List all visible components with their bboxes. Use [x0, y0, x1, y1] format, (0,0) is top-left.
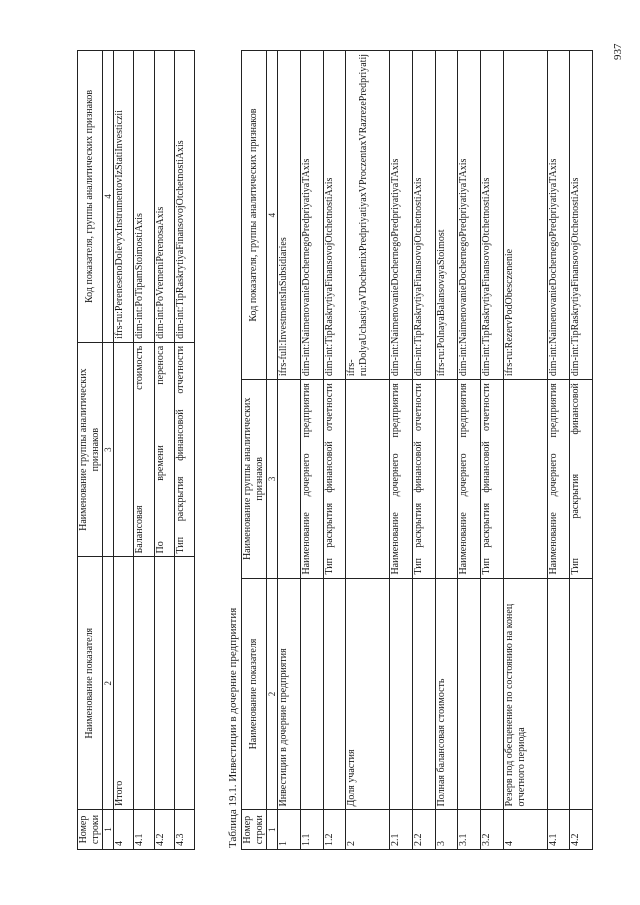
indicator-name-cell	[412, 578, 435, 810]
code-cell: ifrs-full:InvestmentsInSubsidiaries	[278, 51, 301, 380]
table-row	[458, 51, 481, 850]
code-cell: dim-int:TipRaskrytiyaFinansovojOtchetnostiAxis	[481, 51, 504, 380]
group-name-cell	[346, 380, 390, 578]
table-row	[390, 51, 413, 850]
code-cell: ifrs-ru:DolyaUchastiyaVDochernixPredpriyatiyaxVProczentaxVRazrezePredpriyatij	[346, 51, 390, 380]
row-number-cell: 3.2	[481, 810, 504, 850]
group-name-cell	[435, 380, 458, 578]
table-row	[503, 51, 547, 850]
table-row	[323, 51, 346, 850]
code-cell: dim-int:NaimenovanieDochernegoPredpriyatiyaTAxis	[547, 51, 570, 380]
table-investments-subsidiaries	[241, 50, 593, 850]
row-number-cell: 4.2	[570, 810, 593, 850]
table-row	[481, 51, 504, 850]
table-row	[547, 51, 570, 850]
row-number-cell: 1	[278, 810, 301, 850]
row-number-cell: 3	[435, 810, 458, 850]
column-number-row	[267, 51, 278, 850]
table-row	[154, 51, 174, 850]
column-number: 1	[103, 810, 114, 850]
table-row	[346, 51, 390, 850]
group-name-cell	[114, 342, 134, 557]
code-cell: dim-int:NaimenovanieDochernegoPredpriyatiyaTAxis	[300, 51, 323, 380]
table-body	[278, 51, 593, 850]
row-number-cell: 1.1	[300, 810, 323, 850]
indicator-name-cell: Резерв под обесценение по состоянию на конец отчетного периода	[503, 578, 547, 810]
group-name-cell: Наименование дочернего предприятия	[300, 380, 323, 578]
row-number-cell: 4.1	[134, 810, 154, 850]
row-number-cell: 4.1	[547, 810, 570, 850]
column-number: 4	[103, 51, 114, 343]
group-name-cell: Тип раскрытия финансовой отчетности	[323, 380, 346, 578]
row-number-cell: 2.2	[412, 810, 435, 850]
header-row-number: Номер строки	[242, 810, 267, 850]
table-row	[570, 51, 593, 850]
table-row	[435, 51, 458, 850]
row-number-cell: 3.1	[458, 810, 481, 850]
code-cell: dim-int:NaimenovanieDochernegoPredpriyatiyaTAxis	[458, 51, 481, 380]
indicator-name-cell	[154, 557, 174, 810]
header-group-name: Наименование группы аналитических признаков	[78, 342, 103, 557]
group-name-cell: Наименование дочернего предприятия	[390, 380, 413, 578]
row-number-cell: 4.2	[154, 810, 174, 850]
indicator-name-cell	[174, 557, 194, 810]
group-name-cell: Наименование дочернего предприятия	[547, 380, 570, 578]
table-caption: Таблица 19.1. Инвестиции в дочерние предприятия	[227, 607, 239, 848]
indicator-name-cell: Полная балансовая стоимость	[435, 578, 458, 810]
header-code: Код показателя, группы аналитических признаков	[242, 51, 267, 380]
group-name-cell: Балансовая стоимость	[134, 342, 154, 557]
group-name-cell: По времени переноса	[154, 342, 174, 557]
row-number-cell: 4	[503, 810, 547, 850]
row-number-cell: 1.2	[323, 810, 346, 850]
table-transferred-instruments	[77, 50, 195, 850]
table-header-row	[242, 51, 267, 850]
indicator-name-cell: Доля участия	[346, 578, 390, 810]
group-name-cell: Тип раскрытия финансовой отчетности	[412, 380, 435, 578]
group-name-cell	[503, 380, 547, 578]
table-row	[174, 51, 194, 850]
column-number: 2	[267, 578, 278, 810]
column-number: 3	[103, 342, 114, 557]
indicator-name-cell	[134, 557, 154, 810]
row-number-cell: 4.3	[174, 810, 194, 850]
table-header-row	[78, 51, 103, 850]
code-cell: ifrs-ru:PolnayaBalansovayaStoimost	[435, 51, 458, 380]
code-cell: dim-int:TipRaskrytiyaFinansovojOtchetnostiAxis	[323, 51, 346, 380]
indicator-name-cell: Итого	[114, 557, 134, 810]
table-row	[412, 51, 435, 850]
column-number: 2	[103, 557, 114, 810]
group-name-cell: Тип раскрытия финансовой	[570, 380, 593, 578]
code-cell: dim-int:PoVremeniPerenosaAxis	[154, 51, 174, 343]
header-indicator-name: Наименование показателя	[242, 578, 267, 810]
code-cell: dim-int:NaimenovanieDochernegoPredpriyatiyaTAxis	[390, 51, 413, 380]
table-row	[134, 51, 154, 850]
group-name-cell: Тип раскрытия финансовой отчетности	[174, 342, 194, 557]
code-cell: ifrs-ru:PerenesenoDolevyxInstrumentovIzStatiInvesticzii	[114, 51, 134, 343]
indicator-name-cell: Инвестиции в дочерние предприятия	[278, 578, 301, 810]
code-cell: dim-int:TipRaskrytiyaFinansovojOtchetnostiAxis	[412, 51, 435, 380]
indicator-name-cell	[458, 578, 481, 810]
header-code: Код показателя, группы аналитических признаков	[78, 51, 103, 343]
indicator-name-cell	[547, 578, 570, 810]
indicator-name-cell	[570, 578, 593, 810]
header-indicator-name: Наименование показателя	[78, 557, 103, 810]
table-row	[114, 51, 134, 850]
group-name-cell: Тип раскрытия финансовой отчетности	[481, 380, 504, 578]
page-number: 937	[612, 43, 624, 60]
header-group-name: Наименование группы аналитических признаков	[242, 380, 267, 578]
group-name-cell	[278, 380, 301, 578]
group-name-cell: Наименование дочернего предприятия	[458, 380, 481, 578]
indicator-name-cell	[481, 578, 504, 810]
column-number: 1	[267, 810, 278, 850]
code-cell: dim-int:TipRaskrytiyaFinansovojOtchetnostiAxis	[570, 51, 593, 380]
indicator-name-cell	[390, 578, 413, 810]
table-row	[278, 51, 301, 850]
column-number: 3	[267, 380, 278, 578]
row-number-cell: 2	[346, 810, 390, 850]
row-number-cell: 2.1	[390, 810, 413, 850]
code-cell: ifrs-ru:RezervPodObesczenenie	[503, 51, 547, 380]
code-cell: dim-int:PoTipamStoimostiAxis	[134, 51, 154, 343]
indicator-name-cell	[300, 578, 323, 810]
indicator-name-cell	[323, 578, 346, 810]
code-cell: dim-int:TipRaskrytiyaFinansovojOtchetnostiAxis	[174, 51, 194, 343]
header-row-number: Номер строки	[78, 810, 103, 850]
column-number-row	[103, 51, 114, 850]
table-body	[114, 51, 195, 850]
column-number: 4	[267, 51, 278, 380]
rotated-content	[77, 50, 593, 850]
row-number-cell: 4	[114, 810, 134, 850]
table-row	[300, 51, 323, 850]
